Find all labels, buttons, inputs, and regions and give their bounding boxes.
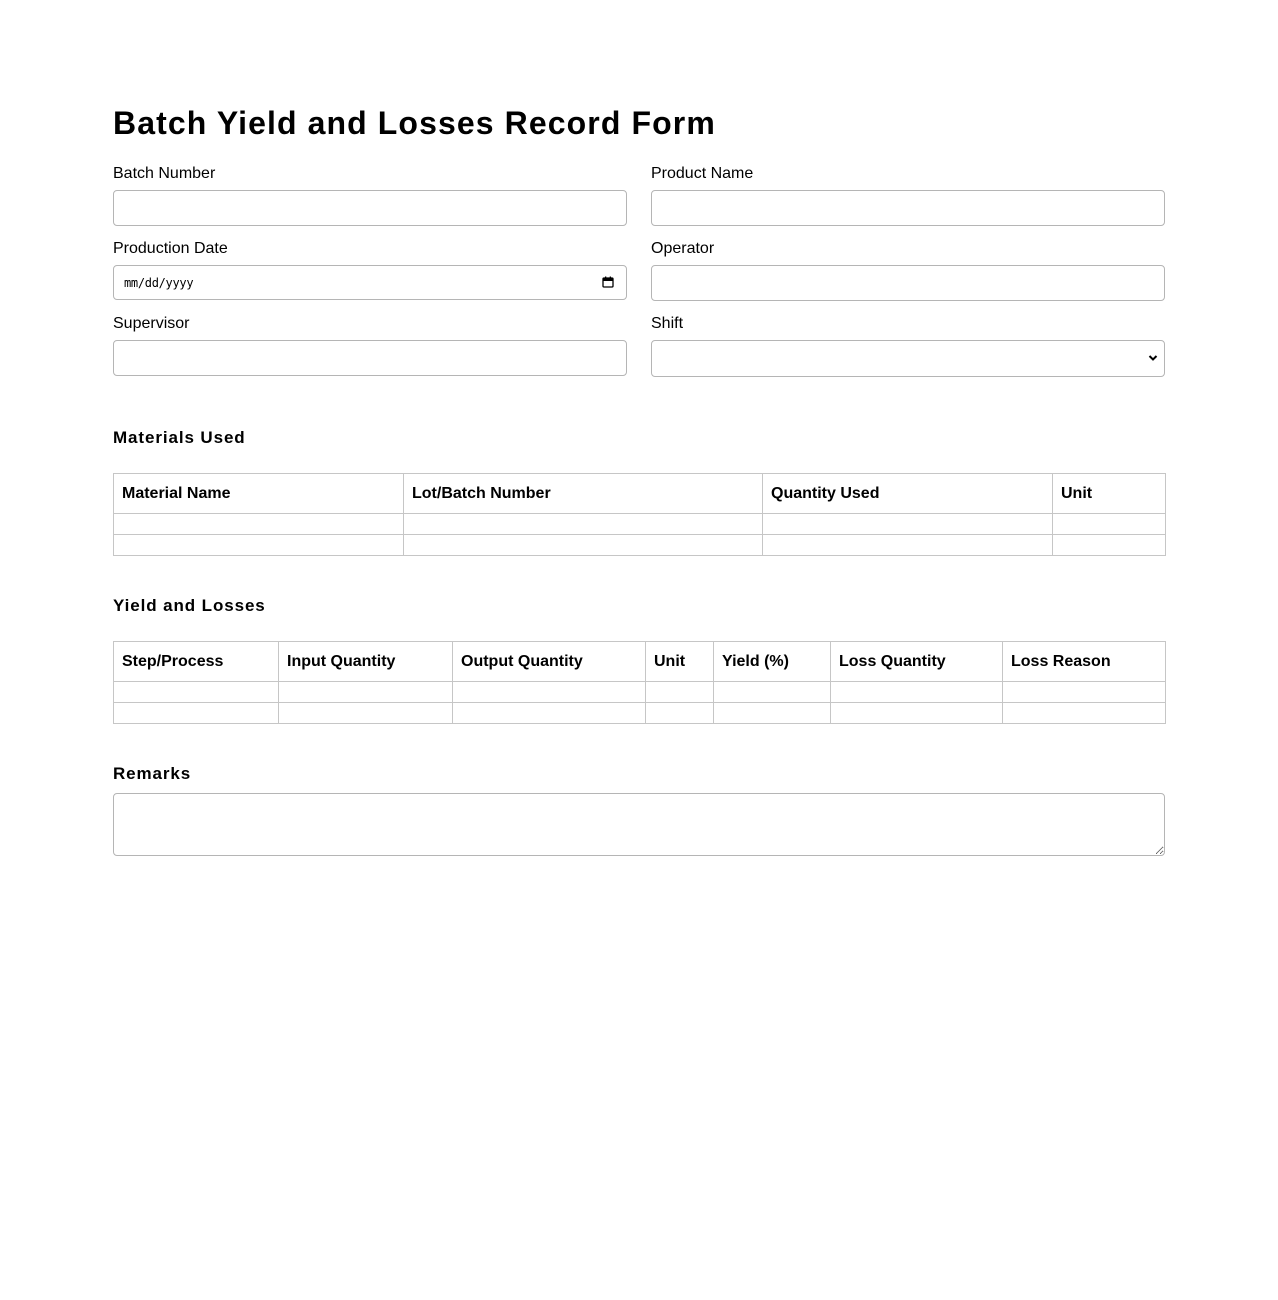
table-cell[interactable] [763, 535, 1053, 556]
table-cell[interactable] [453, 682, 646, 703]
shift-label: Shift [651, 315, 684, 332]
batch-number-field [113, 164, 627, 226]
yield-header-row [114, 642, 1166, 682]
table-cell[interactable] [646, 682, 714, 703]
page-title: Batch Yield and Losses Record Form [113, 105, 716, 141]
table-cell[interactable] [114, 514, 404, 535]
table-cell[interactable] [404, 514, 763, 535]
batch-number-input[interactable] [113, 190, 627, 226]
column-header-quantity-used: Quantity Used [763, 474, 1053, 514]
supervisor-input[interactable] [113, 340, 627, 376]
operator-field [651, 239, 1165, 301]
table-cell[interactable] [1003, 703, 1166, 724]
shift-field [651, 314, 1165, 377]
table-cell[interactable] [714, 703, 831, 724]
materials-section-title: Materials Used [113, 428, 246, 447]
table-cell[interactable] [831, 703, 1003, 724]
table-row [114, 514, 1166, 535]
remarks-section-title: Remarks [113, 764, 192, 783]
table-cell[interactable] [1053, 535, 1166, 556]
table-cell[interactable] [453, 703, 646, 724]
table-cell[interactable] [831, 682, 1003, 703]
table-cell[interactable] [763, 514, 1053, 535]
column-header-material-name: Material Name [114, 474, 404, 514]
column-header-input-quantity: Input Quantity [279, 642, 453, 682]
table-cell[interactable] [114, 535, 404, 556]
table-cell[interactable] [114, 682, 279, 703]
table-cell[interactable] [1003, 682, 1166, 703]
batch-number-label: Batch Number [113, 165, 216, 182]
yield-section-title: Yield and Losses [113, 596, 266, 615]
shift-select[interactable] [651, 340, 1165, 377]
table-cell[interactable] [279, 682, 453, 703]
table-row [114, 535, 1166, 556]
column-header-output-quantity: Output Quantity [453, 642, 646, 682]
column-header-yield-percent: Yield (%) [714, 642, 831, 682]
product-name-input[interactable] [651, 190, 1165, 226]
table-cell[interactable] [1053, 514, 1166, 535]
production-date-input[interactable] [113, 265, 627, 300]
calendar-icon[interactable] [602, 276, 614, 288]
table-cell[interactable] [114, 703, 279, 724]
materials-header-row [114, 474, 1166, 514]
operator-input[interactable] [651, 265, 1165, 301]
column-header-lot-batch-number: Lot/Batch Number [404, 474, 763, 514]
column-header-loss-quantity: Loss Quantity [831, 642, 1003, 682]
table-cell[interactable] [279, 703, 453, 724]
table-row [114, 703, 1166, 724]
product-name-field [651, 164, 1165, 226]
column-header-unit: Unit [1053, 474, 1166, 514]
header-fields [113, 164, 1165, 377]
production-date-field [113, 239, 627, 301]
table-cell[interactable] [404, 535, 763, 556]
remarks-textarea[interactable] [113, 793, 1165, 856]
materials-table [113, 473, 1166, 556]
production-date-wrapper [113, 265, 627, 300]
production-date-placeholder: mm/dd/yyyy [124, 276, 194, 290]
shift-select-wrapper [651, 340, 1165, 377]
supervisor-label: Supervisor [113, 315, 190, 332]
column-header-step-process: Step/Process [114, 642, 279, 682]
product-name-label: Product Name [651, 165, 754, 182]
production-date-label: Production Date [113, 240, 228, 257]
yield-losses-table [113, 641, 1166, 724]
table-cell[interactable] [646, 703, 714, 724]
table-row [114, 682, 1166, 703]
table-cell[interactable] [714, 682, 831, 703]
operator-label: Operator [651, 240, 715, 257]
supervisor-field [113, 314, 627, 377]
column-header-unit: Unit [646, 642, 714, 682]
column-header-loss-reason: Loss Reason [1003, 642, 1166, 682]
